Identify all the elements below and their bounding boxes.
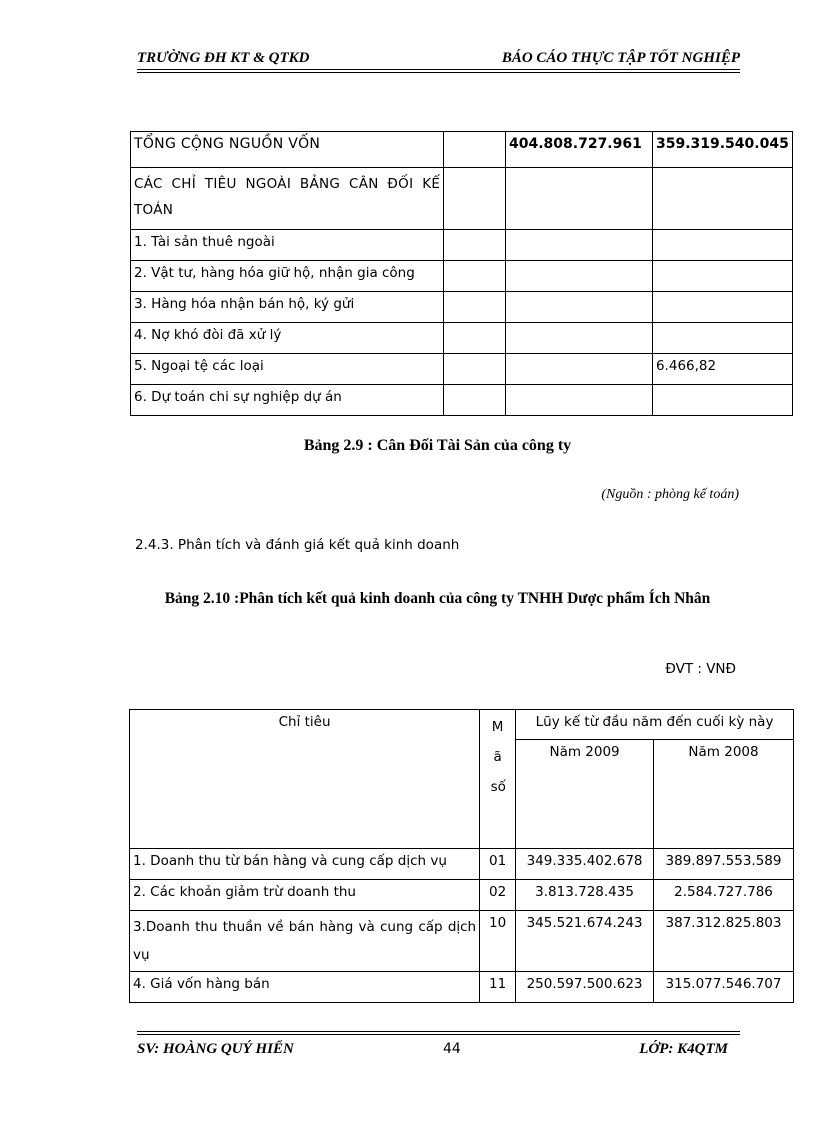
table-row xyxy=(130,972,794,1003)
table-row xyxy=(131,354,793,385)
row-code xyxy=(444,132,506,168)
value-2009: 404.808.727.961 xyxy=(506,132,653,168)
row-label: 4. Giá vốn hàng bán xyxy=(130,972,480,1003)
table-row xyxy=(130,849,794,880)
value-2008: 359.319.540.045 xyxy=(652,132,792,168)
value-2009: 3.813.728.435 xyxy=(516,880,654,911)
value-2008 xyxy=(652,323,792,354)
row-label: 5. Ngoại tệ các loại xyxy=(131,354,444,385)
value-2009 xyxy=(506,385,653,416)
table-row xyxy=(131,385,793,416)
table-row xyxy=(130,880,794,911)
row-label xyxy=(130,911,480,972)
balance-table xyxy=(130,131,793,416)
value-2009 xyxy=(506,354,653,385)
value-2008 xyxy=(652,261,792,292)
header-school: TRƯỜNG ĐH KT & QTKD xyxy=(137,50,310,66)
row-label: TỔNG CỘNG NGUỒN VỐN xyxy=(131,132,444,168)
footer-student: SV: HOÀNG QUÝ HIỂN xyxy=(137,1041,294,1057)
header-rule xyxy=(137,69,740,70)
value-2008: 6.466,82 xyxy=(652,354,792,385)
row-code xyxy=(444,323,506,354)
row-code xyxy=(444,168,506,230)
row-label: 6. Dự toán chi sự nghiệp dự án xyxy=(131,385,444,416)
value-2009 xyxy=(506,168,653,230)
unit-label: ĐVT : VNĐ xyxy=(665,661,736,677)
table-row xyxy=(131,261,793,292)
row-label: 1. Tài sản thuê ngoài xyxy=(131,230,444,261)
section-heading: 2.4.3. Phân tích và đánh giá kết quả kinh doanh xyxy=(135,537,460,553)
footer-class: LỚP: K4QTM xyxy=(639,1041,728,1057)
header-report-title: BÁO CÁO THỰC TẬP TỐT NGHIỆP xyxy=(501,50,740,66)
row-code xyxy=(444,261,506,292)
row-code: 10 xyxy=(480,911,516,972)
value-2009: 250.597.500.623 xyxy=(516,972,654,1003)
value-2009 xyxy=(506,261,653,292)
table-header-row xyxy=(130,710,794,740)
value-2008: 315.077.546.707 xyxy=(654,972,794,1003)
value-2008 xyxy=(652,292,792,323)
row-label: 3. Hàng hóa nhận bán hộ, ký gửi xyxy=(131,292,444,323)
value-2008: 389.897.553.589 xyxy=(654,849,794,880)
row-label: 4. Nợ khó đòi đã xử lý xyxy=(131,323,444,354)
table-row xyxy=(131,132,793,168)
value-2009: 349.335.402.678 xyxy=(516,849,654,880)
row-label xyxy=(131,168,444,230)
value-2009 xyxy=(506,292,653,323)
page-footer xyxy=(137,1041,740,1063)
table-row xyxy=(130,911,794,972)
header-rule-2 xyxy=(137,72,740,73)
col-header-span: Lũy kế từ đầu năm đến cuối kỳ này xyxy=(516,710,794,740)
col-header-code xyxy=(480,710,516,849)
income-table xyxy=(129,709,794,1003)
value-2008: 387.312.825.803 xyxy=(654,911,794,972)
page-number: 44 xyxy=(443,1041,461,1057)
row-code: 11 xyxy=(480,972,516,1003)
row-label: 2. Các khoản giảm trừ doanh thu xyxy=(130,880,480,911)
value-2008: 2.584.727.786 xyxy=(654,880,794,911)
col-header-2009: Năm 2009 xyxy=(516,740,654,849)
row-code xyxy=(444,385,506,416)
row-label-text: 3.Doanh thu thuần về bán hàng và cung cấp dịch vụ xyxy=(133,919,477,963)
source-note: (Nguồn : phòng kế toán) xyxy=(601,487,739,502)
table-row xyxy=(131,168,793,230)
row-code: 02 xyxy=(480,880,516,911)
row-code: 01 xyxy=(480,849,516,880)
table-row xyxy=(131,292,793,323)
footer-rule-2 xyxy=(137,1034,740,1035)
table-caption: Bảng 2.9 : Cân Đối Tài Sản của công ty xyxy=(303,437,572,454)
row-label: 1. Doanh thu từ bán hàng và cung cấp dịch vụ xyxy=(130,849,480,880)
col-header-label: Chỉ tiêu xyxy=(130,710,480,849)
row-label-text: CÁC CHỈ TIÊU NGOÀI BẢNG CÂN ĐỐI KẾ TOÁN xyxy=(134,176,441,218)
row-code xyxy=(444,292,506,323)
row-code xyxy=(444,230,506,261)
value-2009 xyxy=(506,230,653,261)
value-2009: 345.521.674.243 xyxy=(516,911,654,972)
table-row xyxy=(131,323,793,354)
row-code xyxy=(444,354,506,385)
value-2009 xyxy=(506,323,653,354)
col-header-2008: Năm 2008 xyxy=(654,740,794,849)
value-2008 xyxy=(652,230,792,261)
col-header-code-text: M ã số xyxy=(490,719,506,795)
footer-rule xyxy=(137,1031,740,1032)
table-caption-2: Bảng 2.10 :Phân tích kết quả kinh doanh của công ty TNHH Dược phẩm Ích Nhân xyxy=(164,590,711,607)
table-row xyxy=(131,230,793,261)
value-2008 xyxy=(652,168,792,230)
row-label: 2. Vật tư, hàng hóa giữ hộ, nhận gia công xyxy=(131,261,444,292)
value-2008 xyxy=(652,385,792,416)
